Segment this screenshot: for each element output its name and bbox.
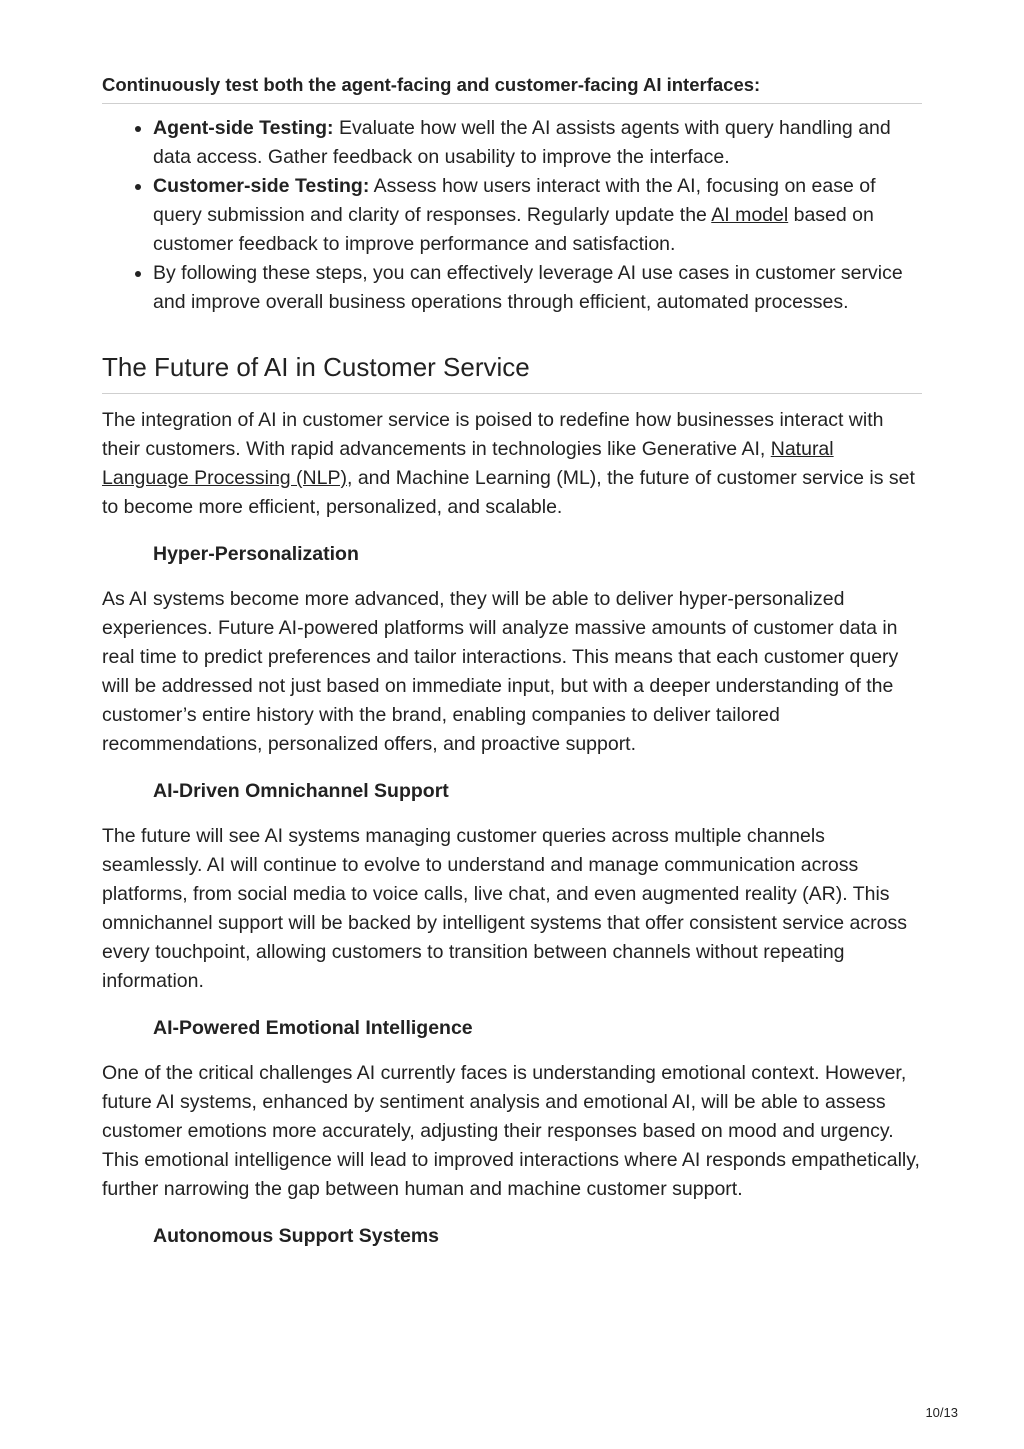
list-item xyxy=(153,114,922,172)
page-number: 10/13 xyxy=(925,1405,958,1420)
subsection-title-emotional-intelligence: AI-Powered Emotional Intelligence xyxy=(153,1017,473,1039)
list-item xyxy=(153,172,922,259)
agent-side-testing-label: Agent-side Testing: xyxy=(153,117,334,139)
list-item xyxy=(153,259,922,317)
nlp-link[interactable]: Natural Language Processing (NLP) xyxy=(102,438,834,489)
agent-side-testing-text: Evaluate how well the AI assists agents with query handling and data access. Gather feedback on usability to improve the interface. xyxy=(153,117,891,168)
section-intro-text-end: , and Machine Learning (ML), the future of customer service is set to become more efficient, personalized, and scalable. xyxy=(102,467,915,518)
document-page xyxy=(102,70,922,1251)
section-intro-text: The integration of AI in customer service is poised to redefine how businesses interact with their customers. With rapid advancements in technologies like Generative AI, xyxy=(102,409,884,460)
section-intro xyxy=(102,406,922,522)
testing-heading: Continuously test both the agent-facing and customer-facing AI interfaces: xyxy=(102,70,922,104)
subsection-title-autonomous-support: Autonomous Support Systems xyxy=(153,1225,440,1247)
subsection-title-omnichannel: AI-Driven Omnichannel Support xyxy=(153,780,449,802)
customer-side-testing-text: Assess how users interact with the AI, focusing on ease of query submission and clarity of responses. Regularly update the xyxy=(153,175,876,226)
subsection-title-hyper-personalization: Hyper-Personalization xyxy=(153,543,359,565)
subsection-body-emotional-intelligence: One of the critical challenges AI currently faces is understanding emotional context. However, future AI systems, enhanced by sentiment analysis and emotional AI, will be able to assess customer emotions more accurately, adjusting their responses based on mood and urgency. This emotional intelligence will lead to improved interactions where AI responds empathetically, further narrowing the gap between human and machine customer support. xyxy=(102,1062,920,1200)
section-title: The Future of AI in Customer Service xyxy=(102,347,922,394)
customer-side-testing-text-end: based on customer feedback to improve performance and satisfaction. xyxy=(153,204,874,255)
testing-steps-list xyxy=(102,114,922,317)
ai-model-link[interactable]: AI model xyxy=(711,204,789,226)
subsection-body-hyper-personalization: As AI systems become more advanced, they will be able to deliver hyper-personalized experiences. Future AI-powered platforms will analyze massive amounts of customer data in real time to predict preferences and tailor interactions. This means that each customer query will be addressed not just based on immediate input, but with a deeper understanding of the customer’s entire history with the brand, enabling companies to deliver tailored recommendations, personalized offers, and proactive support. xyxy=(102,588,899,755)
summary-step-text: By following these steps, you can effectively leverage AI use cases in customer service and improve overall business operations through efficient, automated processes. xyxy=(153,262,903,313)
customer-side-testing-label: Customer-side Testing: xyxy=(153,175,370,197)
subsection-body-omnichannel: The future will see AI systems managing customer queries across multiple channels seamlessly. AI will continue to evolve to understand and manage communication across platforms, from social media to voice calls, live chat, and even augmented reality (AR). This omnichannel support will be backed by intelligent systems that offer consistent service across every touchpoint, allowing customers to transition between channels without repeating information. xyxy=(102,825,907,992)
